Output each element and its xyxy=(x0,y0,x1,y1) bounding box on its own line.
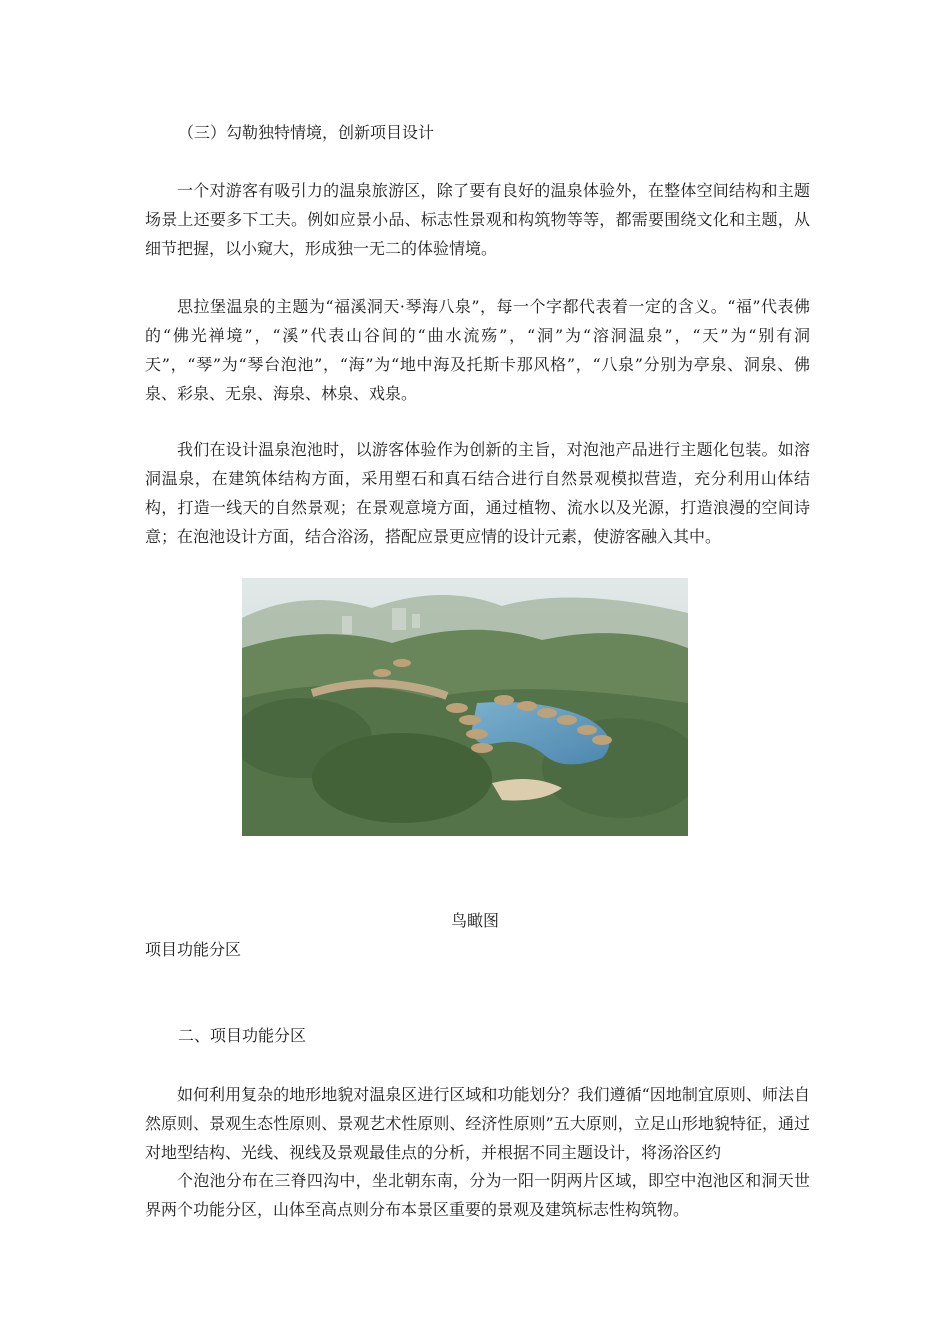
figure-label-below: 项目功能分区 xyxy=(145,940,242,959)
paragraph-zoning-principles: 如何利用复杂的地形地貌对温泉区进行区域和功能划分？我们遵循“因地制宜原则、师法自然原则、景观生态性原则、景观艺术性原则、经济性原则”五大原则，立足山形地貌特征，通过对地型结构、光线、视线及景观最佳点的分析，并根据不同主题设计，将汤浴区约 xyxy=(145,1085,810,1162)
paragraph-theme: 思拉堡温泉的主题为“福溪洞天·琴海八泉”，每一个字都代表着一定的含义。“福”代表佛的“佛光禅境”，“溪”代表山谷间的“曲水流殇”，“洞”为“溶洞温泉”，“天”为“别有洞天”，“琴”为“琴台泡池”，“海”为“地中海及托斯卡那风格”，“八泉”分别为亭泉、洞泉、佛泉、彩泉、无泉、海泉、林泉、戏泉。 xyxy=(145,297,810,403)
aerial-view-image xyxy=(242,578,688,836)
paragraph-zoning-layout: 个泡池分布在三脊四沟中，坐北朝东南，分为一阳一阴两片区域，即空中泡池区和洞天世界两个功能分区，山体至高点则分布本景区重要的景观及建筑标志性构筑物。 xyxy=(145,1171,810,1219)
paragraph-intro: 一个对游客有吸引力的温泉旅游区，除了要有良好的温泉体验外，在整体空间结构和主题场景上还要多下工夫。例如应景小品、标志性景观和构筑物等等，都需要围绕文化和主题，从细节把握，以小窥大，形成独一无二的体验情境。 xyxy=(145,181,810,258)
section-heading-3: （三）勾勒独特情境，创新项目设计 xyxy=(178,123,435,142)
section-heading-2: 二、项目功能分区 xyxy=(178,1026,307,1045)
paragraph-pool-design: 我们在设计温泉泡池时，以游客体验作为创新的主旨，对泡池产品进行主题化包装。如溶洞温泉，在建筑体结构方面，采用塑石和真石结合进行自然景观模拟营造，充分利用山体结构，打造一线天的自然景观；在景观意境方面，通过植物、流水以及光源，打造浪漫的空间诗意；在泡池设计方面，结合浴汤，搭配应景更应情的设计元素，使游客融入其中。 xyxy=(145,440,810,546)
figure-caption: 鸟瞰图 xyxy=(450,911,499,930)
